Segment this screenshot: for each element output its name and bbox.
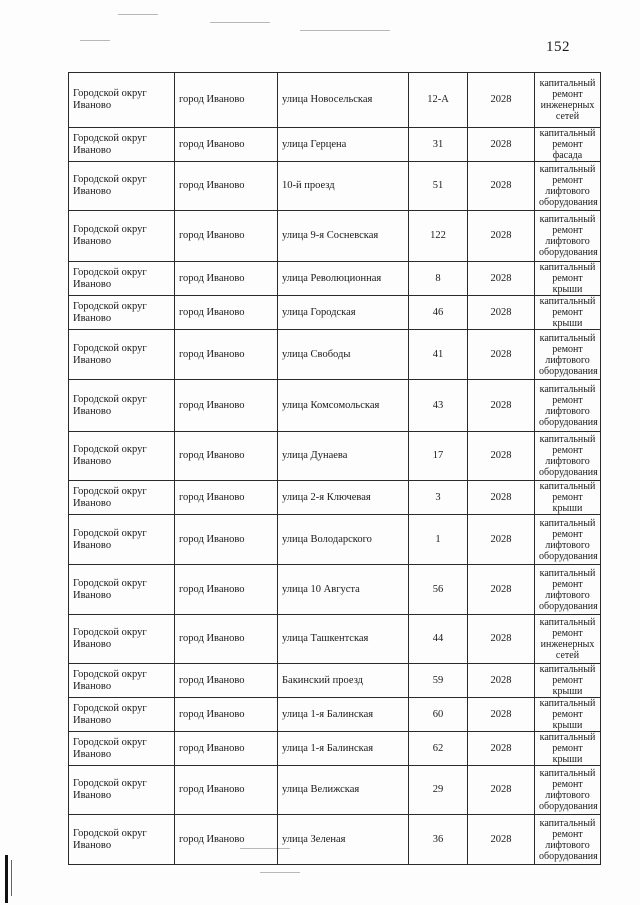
street-cell: улица Зеленая	[278, 815, 409, 865]
street-cell: улица Новосельская	[278, 73, 409, 128]
house-number-cell: 44	[409, 615, 468, 664]
table-row	[69, 664, 601, 698]
district-cell: Городской округ Иваново	[69, 664, 175, 698]
work-type-cell: капитальный ремонт лифтового оборудования	[535, 766, 601, 815]
table-row	[69, 211, 601, 262]
work-type-cell: капитальный ремонт лифтового оборудования	[535, 515, 601, 565]
district-cell: Городской округ Иваново	[69, 330, 175, 380]
capital-repair-table	[68, 72, 601, 865]
street-cell: улица Свободы	[278, 330, 409, 380]
house-number-cell: 59	[409, 664, 468, 698]
year-cell: 2028	[468, 380, 535, 432]
city-cell: город Иваново	[175, 432, 278, 481]
table-row	[69, 380, 601, 432]
work-type-cell: капитальный ремонт фасада	[535, 128, 601, 162]
house-number-cell: 41	[409, 330, 468, 380]
city-cell: город Иваново	[175, 380, 278, 432]
street-cell: улица Герцена	[278, 128, 409, 162]
city-cell: город Иваново	[175, 73, 278, 128]
work-type-cell: капитальный ремонт крыши	[535, 296, 601, 330]
street-cell: улица Комсомольская	[278, 380, 409, 432]
year-cell: 2028	[468, 262, 535, 296]
city-cell: город Иваново	[175, 128, 278, 162]
work-type-cell: капитальный ремонт лифтового оборудования	[535, 432, 601, 481]
scan-noise	[300, 30, 390, 31]
district-cell: Городской округ Иваново	[69, 128, 175, 162]
district-cell: Городской округ Иваново	[69, 698, 175, 732]
street-cell: Бакинский проезд	[278, 664, 409, 698]
year-cell: 2028	[468, 162, 535, 211]
work-type-cell: капитальный ремонт крыши	[535, 481, 601, 515]
table-body	[69, 73, 601, 865]
year-cell: 2028	[468, 732, 535, 766]
work-type-cell: капитальный ремонт лифтового оборудования	[535, 380, 601, 432]
table-row	[69, 262, 601, 296]
table-row	[69, 732, 601, 766]
district-cell: Городской округ Иваново	[69, 380, 175, 432]
house-number-cell: 36	[409, 815, 468, 865]
house-number-cell: 31	[409, 128, 468, 162]
work-type-cell: капитальный ремонт крыши	[535, 262, 601, 296]
page-number: 152	[546, 39, 570, 55]
house-number-cell: 51	[409, 162, 468, 211]
table-row	[69, 481, 601, 515]
work-type-cell: капитальный ремонт лифтового оборудования	[535, 815, 601, 865]
work-type-cell: капитальный ремонт крыши	[535, 664, 601, 698]
city-cell: город Иваново	[175, 698, 278, 732]
street-cell: улица Володарского	[278, 515, 409, 565]
work-type-cell: капитальный ремонт крыши	[535, 732, 601, 766]
table-row	[69, 128, 601, 162]
table-row	[69, 815, 601, 865]
house-number-cell: 3	[409, 481, 468, 515]
city-cell: город Иваново	[175, 815, 278, 865]
table-row	[69, 296, 601, 330]
district-cell: Городской округ Иваново	[69, 211, 175, 262]
street-cell: улица 10 Августа	[278, 565, 409, 615]
city-cell: город Иваново	[175, 664, 278, 698]
year-cell: 2028	[468, 73, 535, 128]
year-cell: 2028	[468, 296, 535, 330]
table-row	[69, 162, 601, 211]
street-cell: улица 1-я Балинская	[278, 698, 409, 732]
house-number-cell: 60	[409, 698, 468, 732]
district-cell: Городской округ Иваново	[69, 732, 175, 766]
house-number-cell: 12-А	[409, 73, 468, 128]
city-cell: город Иваново	[175, 162, 278, 211]
work-type-cell: капитальный ремонт лифтового оборудования	[535, 211, 601, 262]
city-cell: город Иваново	[175, 296, 278, 330]
year-cell: 2028	[468, 515, 535, 565]
street-cell: улица Революционная	[278, 262, 409, 296]
house-number-cell: 8	[409, 262, 468, 296]
year-cell: 2028	[468, 211, 535, 262]
district-cell: Городской округ Иваново	[69, 162, 175, 211]
district-cell: Городской округ Иваново	[69, 296, 175, 330]
year-cell: 2028	[468, 330, 535, 380]
year-cell: 2028	[468, 698, 535, 732]
work-type-cell: капитальный ремонт инженерных сетей	[535, 615, 601, 664]
work-type-cell: капитальный ремонт крыши	[535, 698, 601, 732]
house-number-cell: 17	[409, 432, 468, 481]
street-cell: улица Городская	[278, 296, 409, 330]
city-cell: город Иваново	[175, 262, 278, 296]
scan-noise	[210, 22, 270, 23]
table-row	[69, 615, 601, 664]
city-cell: город Иваново	[175, 211, 278, 262]
district-cell: Городской округ Иваново	[69, 73, 175, 128]
street-cell: улица Велижская	[278, 766, 409, 815]
district-cell: Городской округ Иваново	[69, 766, 175, 815]
house-number-cell: 43	[409, 380, 468, 432]
city-cell: город Иваново	[175, 565, 278, 615]
scan-noise	[260, 872, 300, 873]
house-number-cell: 122	[409, 211, 468, 262]
year-cell: 2028	[468, 432, 535, 481]
district-cell: Городской округ Иваново	[69, 432, 175, 481]
work-type-cell: капитальный ремонт лифтового оборудования	[535, 162, 601, 211]
district-cell: Городской округ Иваново	[69, 481, 175, 515]
street-cell: 10-й проезд	[278, 162, 409, 211]
street-cell: улица 9-я Сосневская	[278, 211, 409, 262]
scan-noise	[80, 40, 110, 41]
district-cell: Городской округ Иваново	[69, 565, 175, 615]
city-cell: город Иваново	[175, 330, 278, 380]
house-number-cell: 56	[409, 565, 468, 615]
table-row	[69, 432, 601, 481]
city-cell: город Иваново	[175, 515, 278, 565]
table-row	[69, 766, 601, 815]
scan-noise	[118, 14, 158, 15]
binding-mark	[5, 855, 8, 903]
street-cell: улица Дунаева	[278, 432, 409, 481]
binding-mark	[11, 860, 12, 896]
year-cell: 2028	[468, 664, 535, 698]
year-cell: 2028	[468, 815, 535, 865]
year-cell: 2028	[468, 615, 535, 664]
work-type-cell: капитальный ремонт инженерных сетей	[535, 73, 601, 128]
district-cell: Городской округ Иваново	[69, 815, 175, 865]
year-cell: 2028	[468, 128, 535, 162]
table-row	[69, 73, 601, 128]
street-cell: улица 2-я Ключевая	[278, 481, 409, 515]
city-cell: город Иваново	[175, 615, 278, 664]
year-cell: 2028	[468, 481, 535, 515]
district-cell: Городской округ Иваново	[69, 515, 175, 565]
city-cell: город Иваново	[175, 732, 278, 766]
street-cell: улица 1-я Балинская	[278, 732, 409, 766]
district-cell: Городской округ Иваново	[69, 615, 175, 664]
house-number-cell: 29	[409, 766, 468, 815]
table-row	[69, 698, 601, 732]
house-number-cell: 62	[409, 732, 468, 766]
work-type-cell: капитальный ремонт лифтового оборудования	[535, 330, 601, 380]
table-row	[69, 515, 601, 565]
city-cell: город Иваново	[175, 481, 278, 515]
table-row	[69, 565, 601, 615]
city-cell: город Иваново	[175, 766, 278, 815]
house-number-cell: 1	[409, 515, 468, 565]
year-cell: 2028	[468, 766, 535, 815]
work-type-cell: капитальный ремонт лифтового оборудования	[535, 565, 601, 615]
house-number-cell: 46	[409, 296, 468, 330]
district-cell: Городской округ Иваново	[69, 262, 175, 296]
year-cell: 2028	[468, 565, 535, 615]
street-cell: улица Ташкентская	[278, 615, 409, 664]
table-row	[69, 330, 601, 380]
